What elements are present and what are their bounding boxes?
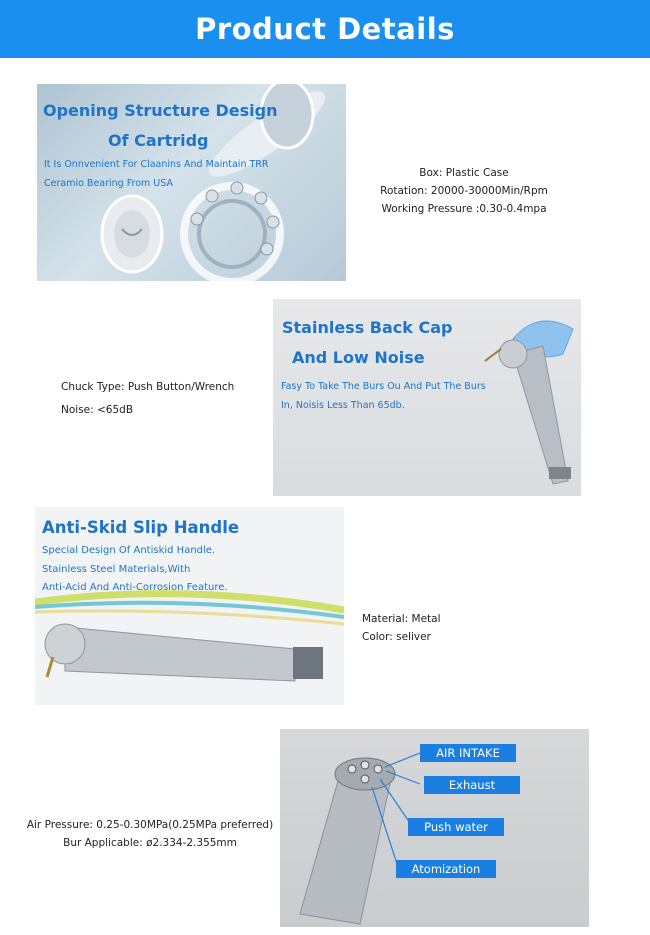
spec-noise: Noise: <65dB — [61, 404, 134, 416]
spec-color: Color: seliver — [362, 631, 431, 643]
section1-sub-line2: Ceramio Bearing From USA — [44, 178, 173, 189]
section1-heading-line2: Of Cartridg — [108, 131, 209, 150]
section3-specs — [362, 610, 441, 646]
spec-bur-applicable: Bur Applicable: ø2.334-2.355mm — [63, 837, 237, 849]
spec-air-pressure: Air Pressure: 0.25-0.30MPa(0.25MPa preferred) — [26, 819, 274, 831]
section3-sub-line1: Special Design Of Antiskid Handle. — [42, 545, 216, 556]
spec-chuck-type: Chuck Type: Push Button/Wrench — [61, 381, 235, 393]
section3-sub-line2: Stainless Steel Materials,With — [42, 564, 191, 575]
section3-sub-line3: Anti-Acid And Anti-Corrosion Feature. — [42, 582, 228, 593]
section2-sub-line2: In, Noisis Less Than 65db. — [281, 400, 405, 411]
section3-heading: Anti-Skid Slip Handle — [42, 518, 240, 537]
section1-heading-line1: Opening Structure Design — [43, 101, 278, 120]
spec-rotation: Rotation: 20000-30000Min/Rpm — [380, 185, 548, 197]
section1-sub-line1: It Is Onnvenient For Claanins And Maintain TRR — [44, 159, 269, 170]
spec-box: Box: Plastic Case — [419, 167, 509, 179]
tag-exhaust: Exhaust — [424, 776, 520, 794]
spec-working-pressure: Working Pressure :0.30-0.4mpa — [381, 203, 547, 215]
tag-air-intake: AIR INTAKE — [420, 744, 516, 762]
tag-push-water: Push water — [408, 818, 504, 836]
section2-heading-line1: Stainless Back Cap — [282, 318, 453, 337]
page-title: Product Details — [0, 0, 650, 58]
section2-sub-line1: Fasy To Take The Burs Ou And Put The Burs — [281, 381, 486, 392]
section2-heading-line2: And Low Noise — [292, 348, 425, 367]
section1-specs — [375, 164, 553, 218]
spec-material: Material: Metal — [362, 613, 441, 625]
section2-specs — [61, 376, 234, 422]
section4-specs — [22, 816, 278, 852]
tag-atomization: Atomization — [396, 860, 496, 878]
